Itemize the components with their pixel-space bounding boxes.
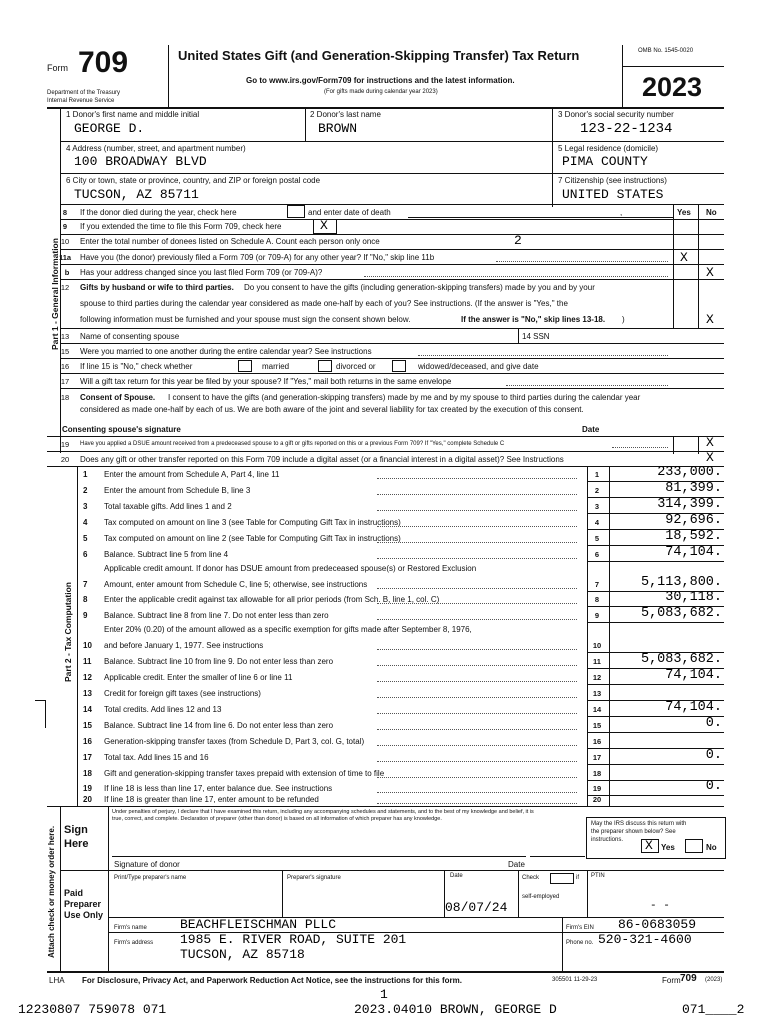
self-employed-checkbox[interactable]	[550, 873, 574, 884]
discuss-yes-label: Yes	[661, 843, 675, 852]
tax-line-amount[interactable]: 314,399.	[657, 497, 722, 512]
consent-date-label: Date	[582, 425, 600, 434]
tax-line-text: Enter the applicable credit against tax allowable for all prior periods (from Sch. B, line 1, col. C)	[104, 595, 440, 604]
tax-line-text-cont: Amount, enter amount from Schedule C, line 5; otherwise, see instructions	[104, 580, 368, 589]
donor-first-name-field[interactable]: GEORGE D.	[74, 121, 145, 136]
tax-line-box-number: 7	[594, 580, 600, 589]
line13-label: Name of consenting spouse	[80, 332, 180, 341]
preparer-label: Preparer	[64, 899, 102, 909]
citizenship-field[interactable]: UNITED STATES	[562, 187, 664, 202]
legal-residence-field[interactable]: PIMA COUNTY	[562, 154, 648, 169]
part2-side-label: Part 2 - Tax Computation	[63, 582, 73, 682]
firm-ein-field[interactable]: 86-0683059	[618, 917, 697, 932]
married-label: married	[262, 362, 290, 371]
consenting-spouse-signature[interactable]: Consenting spouse's signature	[62, 425, 181, 434]
firm-address-line-2[interactable]: TUCSON, AZ 85718	[180, 947, 305, 962]
tax-line-text: Generation-skipping transfer taxes (from Schedule D, Part 3, col. G, total)	[104, 737, 365, 746]
dept-treasury: Department of the Treasury	[47, 90, 121, 96]
line11a-yes-mark[interactable]: X	[680, 250, 688, 265]
donor-ssn-label: 3 Donor's social security number	[558, 110, 674, 119]
tax-line-2	[77, 481, 724, 497]
footer-form-word: Form	[662, 976, 681, 985]
ptin-label: PTIN	[591, 873, 605, 879]
form-word: Form	[47, 63, 68, 73]
widowed-checkbox[interactable]	[392, 360, 406, 372]
discuss-line-1: May the IRS discuss this return with	[591, 821, 687, 827]
tax-line-text: Balance. Subtract line 8 from line 7. Do not enter less than zero	[104, 611, 329, 620]
tax-line-number: 8	[83, 595, 88, 604]
tax-line-amount[interactable]: 92,696.	[665, 513, 722, 528]
line9-checkmark: X	[320, 218, 328, 233]
self-employed-label: self-employed	[522, 894, 560, 900]
ptin-field[interactable]: - -	[650, 900, 670, 912]
tax-line-amount[interactable]: 81,399.	[665, 481, 722, 496]
tax-line-number: 18	[83, 769, 92, 778]
tax-line-number: 20	[83, 795, 92, 804]
line8-date-label: and enter date of death	[308, 208, 391, 217]
tax-line-text: Enter 20% (0.20) of the amount allowed as a specific exemption for gifts made after September 8, 1976,	[104, 625, 472, 634]
tax-line-box-number: 8	[594, 595, 600, 604]
tax-line-text: Total tax. Add lines 15 and 16	[104, 753, 209, 762]
firm-name-field[interactable]: BEACHFLEISCHMAN PLLC	[180, 917, 337, 932]
married-checkbox[interactable]	[238, 360, 252, 372]
widowed-label: widowed/deceased, and give date	[418, 362, 539, 371]
citizenship-label: 7 Citizenship (see instructions)	[558, 176, 667, 185]
tax-line-17	[77, 748, 724, 764]
tax-line-12	[77, 668, 724, 684]
form-number: 709	[78, 46, 129, 79]
donor-signature-label[interactable]: Signature of donor	[114, 860, 180, 869]
divorced-checkbox[interactable]	[318, 360, 332, 372]
tax-line-text: Tax computed on amount on line 2 (see Table for Computing Gift Tax in instructions)	[104, 534, 401, 543]
tax-line-number: 14	[83, 705, 92, 714]
line10-donee-count[interactable]: 2	[514, 233, 522, 248]
tax-year: 2023	[642, 72, 703, 102]
left-tracking-code: 12230807 759078 071	[18, 1002, 167, 1017]
line8-label: If the donor died during the year, check here	[80, 208, 237, 217]
tax-line-number: 13	[83, 689, 92, 698]
page-number: 1	[380, 987, 388, 1002]
tax-line-4	[77, 513, 724, 529]
tax-line-text: Gift and generation-skipping transfer taxes prepaid with extension of time to file	[104, 769, 385, 778]
line12-label-b: spouse to third parties during the calendar year considered as made one-half by each of you? See instructions. (If the answer is "Yes," the	[80, 299, 568, 308]
tax-line-number: 10	[83, 641, 92, 650]
donor-last-name-label: 2 Donor's last name	[310, 110, 381, 119]
tax-line-amount[interactable]: 5,083,682.	[640, 606, 722, 621]
tax-line-text-cont: and before January 1, 1977. See instructions	[104, 641, 264, 650]
line14-ssn-label: 14 SSN	[522, 332, 550, 341]
donor-date-label: Date	[508, 860, 525, 869]
tax-line-1	[77, 466, 724, 481]
line10-label: Enter the total number of donees listed on Schedule A. Count each person only once	[80, 237, 380, 246]
tax-line-6	[77, 545, 724, 561]
footer-form-number: 709	[680, 973, 697, 984]
line11a-label: Have you (the donor) previously filed a Form 709 (or 709-A) for any other year? If "No," skip line 11b	[80, 253, 435, 262]
tax-line-box-number: 1	[594, 470, 600, 479]
tax-line-box-number: 12	[592, 673, 602, 682]
tax-line-number: 3	[83, 502, 88, 511]
line15-label: Were you married to one another during the entire calendar year? See instructions	[80, 347, 372, 356]
tax-line-18	[77, 764, 724, 780]
line12-label-a: Do you consent to have the gifts (including generation-skipping transfers) made by you and by your	[244, 283, 595, 292]
tax-line-box-number: 16	[592, 737, 602, 746]
tax-line-text: Applicable credit amount. If donor has DSUE amount from predeceased spouse(s) or Restored Exclusion	[104, 564, 477, 573]
tax-line-text: If line 18 is greater than line 17, enter amount to be refunded	[104, 795, 319, 804]
tax-line-box-number: 10	[592, 641, 602, 650]
footer-form-year: (2023)	[705, 977, 723, 983]
line19-no-mark[interactable]: X	[706, 435, 714, 450]
line18-label-b: considered as made one-half by each of us. We are both aware of the joint and several liability for tax created by the execution of this consent.	[80, 405, 584, 414]
tax-line-number: 4	[83, 518, 88, 527]
tax-line-text: Total taxable gifts. Add lines 1 and 2	[104, 502, 232, 511]
line18-bold-label: Consent of Spouse.	[80, 393, 156, 402]
discuss-no-label: No	[706, 843, 717, 852]
part1-side-label: Part 1 - General Information	[50, 238, 60, 350]
tax-line-text: Credit for foreign gift taxes (see instructions)	[104, 689, 261, 698]
tax-line-amount[interactable]: 0.	[705, 748, 722, 763]
tax-line-number: 11	[83, 657, 92, 666]
line20-label: Does any gift or other transfer reported on this Form 709 include a digital asset (or a financial interest in a digital asset)? See Instructions	[80, 455, 564, 464]
tax-line-15	[77, 716, 724, 732]
yes-column-header: Yes	[677, 208, 691, 217]
tax-line-number: 16	[83, 737, 92, 746]
tax-line-box-number: 4	[594, 518, 600, 527]
tax-line-amount[interactable]: 5,113,800.	[640, 575, 722, 590]
line11b-label: Has your address changed since you last filed Form 709 (or 709-A)?	[80, 268, 323, 277]
tax-line-amount[interactable]: 0.	[705, 779, 722, 794]
donor-first-name-label: 1 Donor's first name and middle initial	[66, 110, 200, 119]
use-only-label: Use Only	[64, 910, 104, 920]
if-label: if	[576, 875, 579, 881]
line17-label: Will a gift tax return for this year be filed by your spouse? If "Yes," mail both returns in the same envelope	[80, 377, 452, 386]
tax-line-8	[77, 591, 724, 606]
line9-checkbox[interactable]	[313, 219, 337, 234]
line8-checkbox[interactable]	[287, 205, 305, 218]
firm-address-line-1[interactable]: 1985 E. RIVER ROAD, SUITE 201	[180, 932, 407, 947]
privacy-notice: For Disclosure, Privacy Act, and Paperwork Reduction Act Notice, see the instructions for this form.	[82, 976, 462, 985]
tax-line-box-number: 13	[592, 689, 602, 698]
tax-line-box-number: 3	[594, 502, 600, 511]
tax-line-amount[interactable]: 5,083,682.	[640, 652, 722, 667]
right-tracking-code: 071____2	[682, 1002, 745, 1017]
tax-line-text: Balance. Subtract line 14 from line 6. Do not enter less than zero	[104, 721, 334, 730]
tax-line-text: Tax computed on amount on line 3 (see Table for Computing Gift Tax in instructions)	[104, 518, 401, 527]
donor-ssn-field[interactable]: 123-22-1234	[580, 121, 673, 137]
discuss-no-checkbox[interactable]	[685, 839, 703, 853]
line9-label: If you extended the time to file this Form 709, check here	[80, 222, 282, 231]
tax-line-number: 9	[83, 611, 88, 620]
perjury-statement-2: true, correct, and complete. Declaration of preparer (other than donor) is based on all information of which preparer has any knowledge.	[112, 816, 442, 822]
tax-line-number: 2	[83, 486, 88, 495]
tax-line-number: 15	[83, 721, 92, 730]
tax-line-20	[77, 795, 724, 806]
tax-line-amount[interactable]: 233,000.	[657, 465, 722, 480]
tax-line-10	[77, 622, 724, 652]
preparer-date-field[interactable]: 08/07/24	[445, 900, 508, 915]
line12-no-mark[interactable]: X	[706, 312, 714, 327]
discuss-yes-checkbox[interactable]	[641, 839, 659, 853]
line19-label: Have you applied a DSUE amount received from a predeceased spouse to a gift or gifts reported on this or a previous Form 709? If "Yes," complete Schedule C	[80, 441, 505, 447]
discuss-line-2: the preparer shown below? See	[591, 829, 676, 835]
tax-line-amount[interactable]: 0.	[705, 716, 722, 731]
tax-line-5	[77, 529, 724, 545]
line18-label-a: I consent to have the gifts (and generation-skipping transfers) made by me and by my spouse to third parties during the calendar year	[168, 393, 641, 402]
sign-label: Sign	[64, 824, 88, 836]
tax-line-box-number: 6	[594, 550, 600, 559]
tax-line-box-number: 11	[593, 657, 601, 666]
omb-number: OMB No. 1545-0020	[638, 48, 694, 54]
tax-line-text: Enter the amount from Schedule A, Part 4, line 11	[104, 470, 280, 479]
tax-line-number: 5	[83, 534, 88, 543]
irs-discuss-box	[586, 817, 726, 859]
tax-line-box-number: 5	[594, 534, 600, 543]
line12-label-c: following information must be furnished and your spouse must sign the consent shown below.	[80, 315, 411, 324]
goto-instructions: Go to www.irs.gov/Form709 for instructions and the latest information.	[246, 76, 515, 85]
check-label: Check	[522, 875, 540, 881]
tax-line-number: 12	[83, 673, 92, 682]
line12-bold-label: Gifts by husband or wife to third parties.	[80, 283, 234, 292]
tax-line-14	[77, 700, 724, 716]
discuss-yes-mark: X	[645, 838, 653, 853]
tax-line-number: 19	[83, 784, 92, 793]
tax-line-16	[77, 732, 724, 748]
center-tracking-code: 2023.04010 BROWN, GEORGE D	[354, 1002, 557, 1017]
tax-line-box-number: 17	[592, 753, 602, 762]
no-column-header: No	[706, 208, 717, 217]
tax-line-text: If line 18 is less than line 17, enter balance due. See instructions	[104, 784, 333, 793]
tax-line-3	[77, 497, 724, 513]
firm-ein-label: Firm's EIN	[566, 925, 594, 931]
tax-line-text: Balance. Subtract line 10 from line 9. Do not enter less than zero	[104, 657, 334, 666]
form-title: United States Gift (and Generation-Skipping Transfer) Tax Return	[178, 48, 580, 63]
irs-name: Internal Revenue Service	[47, 98, 115, 104]
legal-residence-label: 5 Legal residence (domicile)	[558, 144, 659, 153]
tax-line-7	[77, 561, 724, 591]
tax-line-amount[interactable]: 74,104.	[665, 545, 722, 560]
lha-label: LHA	[49, 976, 65, 985]
tax-line-text: Applicable credit. Enter the smaller of line 6 or line 11	[104, 673, 293, 682]
tax-line-number: 17	[83, 753, 92, 762]
tax-line-amount[interactable]: 18,592.	[665, 529, 722, 544]
firm-name-label: Firm's name	[114, 925, 147, 931]
city-state-label: 6 City or town, state or province, country, and ZIP or foreign postal code	[66, 176, 321, 185]
phone-field[interactable]: 520-321-4600	[598, 932, 692, 947]
discuss-line-3: instructions.	[591, 837, 624, 843]
tax-line-11	[77, 652, 724, 668]
firm-address-label: Firm's address	[114, 940, 154, 946]
city-state-field[interactable]: TUCSON, AZ 85711	[74, 187, 199, 202]
tax-line-box-number: 19	[592, 784, 602, 793]
tax-line-number: 7	[83, 580, 88, 589]
tax-line-13	[77, 684, 724, 700]
tax-line-19	[77, 780, 724, 795]
tax-line-number: 1	[83, 470, 88, 479]
line16-label: If line 15 is "No," check whether	[80, 362, 193, 371]
tax-line-box-number: 20	[592, 795, 602, 804]
form-code: 305501 11-29-23	[552, 977, 598, 983]
line20-no-mark[interactable]: X	[706, 450, 714, 465]
tax-line-box-number: 18	[592, 769, 602, 778]
tax-line-amount[interactable]: 74,104.	[665, 700, 722, 715]
preparer-signature-label[interactable]: Preparer's signature	[287, 875, 341, 881]
tax-line-number: 6	[83, 550, 88, 559]
preparer-date-label: Date	[450, 873, 463, 879]
donor-last-name-field[interactable]: BROWN	[318, 121, 358, 136]
calendar-year-note: (For gifts made during calendar year 2023)	[324, 89, 438, 95]
phone-label: Phone no.	[566, 940, 594, 946]
paid-label: Paid	[64, 888, 84, 898]
tax-line-box-number: 9	[594, 611, 600, 620]
tax-line-box-number: 2	[594, 486, 600, 495]
tax-line-text: Total credits. Add lines 12 and 13	[104, 705, 222, 714]
tax-line-box-number: 15	[592, 721, 602, 730]
tax-line-amount[interactable]: 74,104.	[665, 668, 722, 683]
tax-line-text: Enter the amount from Schedule B, line 3	[104, 486, 251, 495]
preparer-name-label: Print/Type preparer's name	[114, 875, 187, 881]
attach-check-side-label: Attach check or money order here.	[47, 825, 56, 958]
perjury-statement-1: Under penalties of perjury, I declare that I have examined this return, including any accompanying schedules and statements, and to the best of my knowledge and belief, it is	[112, 809, 534, 815]
line11b-no-mark[interactable]: X	[706, 265, 714, 280]
tax-line-amount[interactable]: 30,118.	[665, 590, 722, 605]
divorced-label: divorced or	[336, 362, 376, 371]
line12-label-skip: If the answer is "No," skip lines 13-18.	[461, 315, 606, 324]
address-field[interactable]: 100 BROADWAY BLVD	[74, 154, 207, 169]
tax-line-text: Balance. Subtract line 5 from line 4	[104, 550, 229, 559]
here-label: Here	[64, 838, 89, 850]
tax-line-9	[77, 606, 724, 622]
address-label: 4 Address (number, street, and apartment number)	[66, 144, 246, 153]
tax-line-box-number: 14	[592, 705, 602, 714]
